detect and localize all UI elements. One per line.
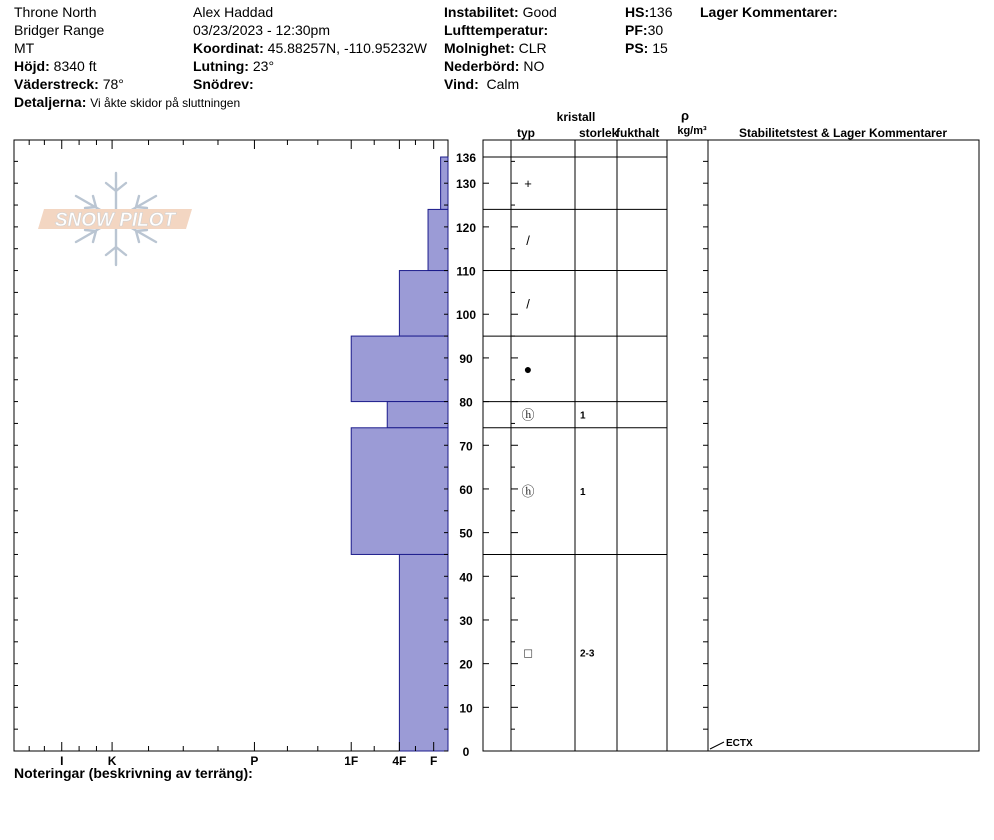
hs-label: HS: bbox=[625, 4, 650, 20]
height-label-30: 30 bbox=[459, 613, 473, 628]
sky-value: CLR bbox=[518, 40, 547, 56]
aspect-label: Väderstreck: bbox=[14, 76, 99, 92]
observer-name: Alex Haddad bbox=[193, 4, 274, 20]
density-unit-header: kg/m³ bbox=[677, 125, 707, 137]
crystal-header: kristall bbox=[556, 110, 596, 124]
hs-value: 136 bbox=[649, 4, 673, 20]
height-label-0: 0 bbox=[462, 745, 470, 759]
height-label-90: 90 bbox=[459, 351, 473, 366]
ps-value: 15 bbox=[652, 40, 668, 56]
stability-comments-header: Stabilitetstest & Lager Kommentarer bbox=[738, 126, 948, 140]
grain-size-4: 1 bbox=[580, 410, 586, 422]
height-label-130: 130 bbox=[455, 177, 477, 192]
height-label-20: 20 bbox=[459, 657, 473, 672]
height-label-110: 110 bbox=[456, 264, 476, 279]
slope-value: 23° bbox=[252, 58, 275, 74]
height-label-136: 136 bbox=[455, 151, 477, 165]
stability-label: Instabilitet: bbox=[444, 4, 519, 20]
state-name: MT bbox=[14, 40, 35, 56]
grain-size-5: 1 bbox=[580, 487, 586, 499]
grain-symbol-6: □ bbox=[524, 645, 532, 661]
precip-label: Nederbörd: bbox=[444, 58, 520, 74]
hardness-label-K: K bbox=[107, 754, 117, 768]
ps-label: PS: bbox=[625, 40, 649, 56]
grain-size-6: 2-3 bbox=[580, 648, 595, 660]
stability-value: Good bbox=[522, 4, 557, 20]
air-temp-label: Lufttemperatur: bbox=[444, 22, 549, 38]
height-label-120: 120 bbox=[455, 220, 477, 235]
sky-label: Molnighet: bbox=[444, 40, 515, 56]
hardness-label-P: P bbox=[250, 754, 259, 768]
layer-table-frame bbox=[483, 140, 979, 751]
layer-bar-4 bbox=[387, 402, 448, 428]
details-label: Detaljerna: bbox=[14, 94, 87, 110]
layer-bar-3 bbox=[351, 336, 448, 402]
layer-table-ticks bbox=[511, 161, 708, 751]
slope-label: Lutning: bbox=[193, 58, 249, 74]
hardness-label-I: I bbox=[60, 754, 64, 768]
height-label-60: 60 bbox=[459, 482, 473, 497]
type-header: typ bbox=[517, 126, 535, 140]
hardness-label-F: F bbox=[430, 754, 438, 768]
height-label-70: 70 bbox=[459, 439, 473, 454]
coordinate-label: Koordinat: bbox=[193, 40, 264, 56]
coordinate-value: 45.88257N, -110.95232W bbox=[267, 40, 427, 56]
test-pointer-0 bbox=[710, 742, 724, 749]
height-axis bbox=[456, 151, 489, 759]
test-label-0: ECTX bbox=[726, 738, 753, 749]
hardness-label-1F: 1F bbox=[344, 754, 359, 768]
layer-comments-heading: Lager Kommentarer: bbox=[700, 4, 838, 20]
grain-symbol-3: ● bbox=[523, 360, 533, 377]
details-value: Vi åkte skidor på sluttningen bbox=[90, 96, 241, 110]
observation-datetime: 03/23/2023 - 12:30pm bbox=[193, 22, 330, 38]
grain-symbol-4: ⓗ bbox=[521, 407, 535, 423]
moisture-header: fukthalt bbox=[616, 126, 660, 140]
wind-value: Calm bbox=[486, 76, 520, 92]
grain-symbol-2: / bbox=[526, 296, 530, 312]
location-name: Throne North bbox=[14, 4, 97, 20]
layer-bars bbox=[351, 157, 448, 751]
layer-bar-2 bbox=[399, 271, 448, 337]
layer-bar-6 bbox=[399, 554, 448, 751]
height-label-80: 80 bbox=[459, 395, 473, 410]
logo-text: SNOW PILOT bbox=[54, 210, 176, 231]
elevation-label: Höjd: bbox=[14, 58, 50, 74]
notes-label: Noteringar (beskrivning av terräng): bbox=[14, 765, 253, 781]
snowpilot-logo bbox=[38, 173, 192, 265]
height-label-100: 100 bbox=[455, 308, 477, 323]
rho-header: ρ bbox=[680, 108, 690, 123]
precip-value: NO bbox=[523, 58, 545, 74]
wind-loading-label: Snödrev: bbox=[193, 76, 254, 92]
layer-bar-1 bbox=[428, 209, 448, 270]
hardness-label-4F: 4F bbox=[392, 754, 407, 768]
layer-bar-5 bbox=[351, 428, 448, 555]
grain-symbol-0: + bbox=[524, 176, 532, 192]
grain-symbol-1: / bbox=[526, 232, 530, 248]
wind-label: Vind: bbox=[444, 76, 479, 92]
range-name: Bridger Range bbox=[14, 22, 105, 38]
grain-symbol-5: ⓗ bbox=[521, 484, 535, 500]
pf-value: 30 bbox=[647, 22, 664, 38]
elevation-value: 8340 ft bbox=[53, 58, 97, 74]
stability-tests bbox=[710, 738, 753, 749]
height-label-50: 50 bbox=[459, 526, 473, 541]
height-label-10: 10 bbox=[459, 701, 473, 716]
aspect-value: 78° bbox=[102, 76, 124, 92]
pf-label: PF: bbox=[625, 22, 648, 38]
height-label-40: 40 bbox=[459, 570, 473, 585]
size-header: storlek bbox=[579, 126, 619, 140]
